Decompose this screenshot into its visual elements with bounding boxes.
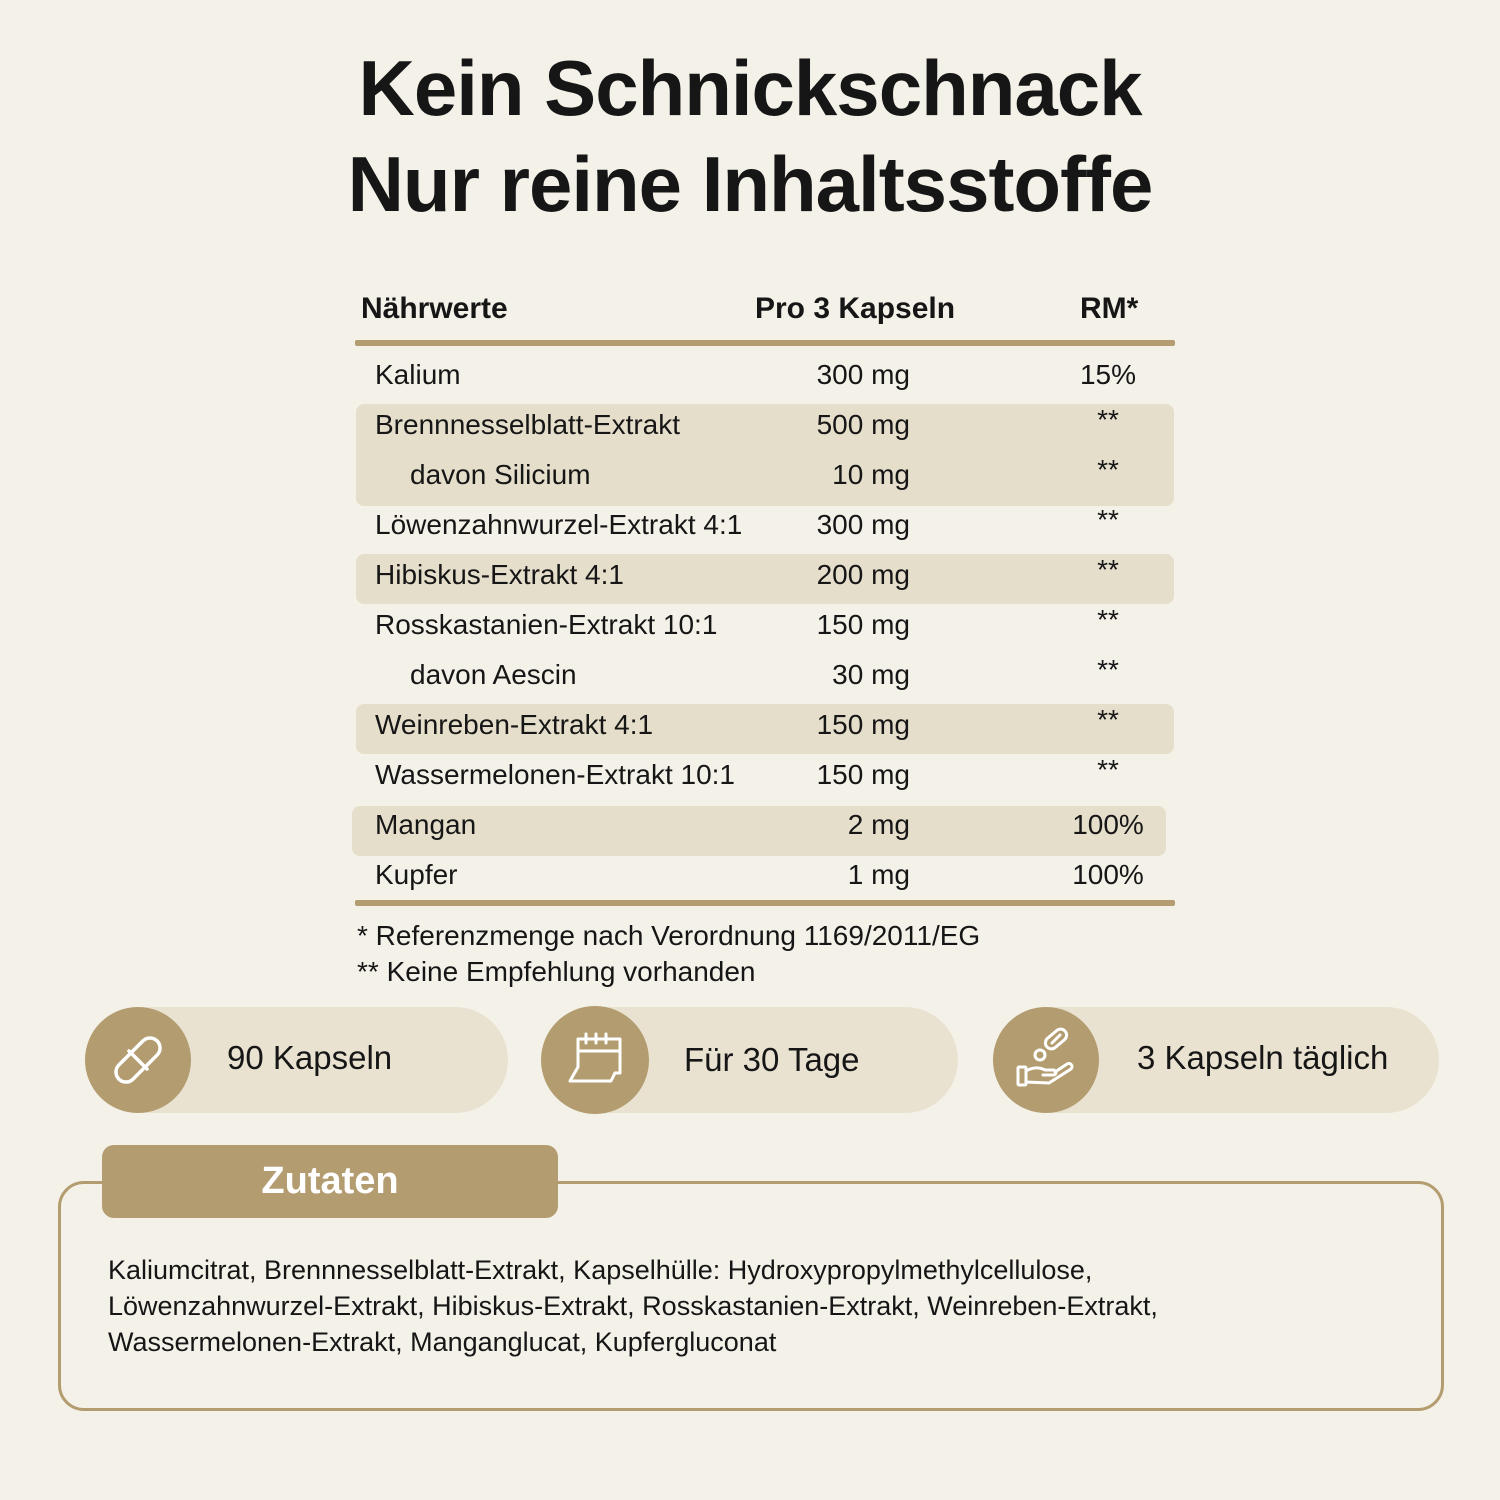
badge-capsule-count (85, 1007, 508, 1113)
row-name: davon Aescin (410, 659, 577, 690)
row-name: Hibiskus-Extrakt 4:1 (375, 559, 624, 590)
row-rm: 15% (1079, 359, 1137, 390)
row-name: Mangan (375, 809, 477, 840)
row-rm: ** (1097, 554, 1119, 585)
row-amount: 150 mg (816, 709, 910, 740)
badge-label: 90 Kapseln (227, 1039, 393, 1076)
badge-label: Für 30 Tage (684, 1041, 860, 1078)
footnote-reference: * Referenzmenge nach Verordnung 1169/2011/EG (357, 920, 981, 951)
badge-icon-circle (85, 1007, 191, 1113)
row-amount: 300 mg (816, 509, 910, 540)
row-rm: ** (1097, 754, 1119, 785)
row-amount: 150 mg (816, 759, 910, 790)
table-row (355, 850, 1175, 900)
badge-icon-circle (993, 1007, 1099, 1113)
table-row (355, 400, 1175, 450)
row-name: Rosskastanien-Extrakt 10:1 (375, 609, 718, 640)
row-name: Löwenzahnwurzel-Extrakt 4:1 (375, 509, 743, 540)
ingredients-line: Wassermelonen-Extrakt, Manganglucat, Kupfergluconat (108, 1327, 777, 1357)
table-row (355, 500, 1175, 550)
row-name: Kupfer (375, 859, 458, 890)
nutrition-table (355, 280, 1175, 906)
table-bottom-rule (355, 900, 1175, 906)
table-row (355, 750, 1175, 800)
row-rm: ** (1097, 504, 1119, 535)
badge-dosage (993, 1007, 1439, 1113)
row-amount: 500 mg (816, 409, 910, 440)
badge-duration (541, 1007, 958, 1113)
table-header (355, 280, 1175, 340)
page-title (0, 40, 1500, 232)
table-row (355, 650, 1175, 700)
hand-pill-icon (1013, 1027, 1079, 1093)
table-row (355, 700, 1175, 750)
row-rm: ** (1097, 604, 1119, 635)
title-line-1: Kein Schnickschnack (358, 44, 1142, 132)
row-amount: 2 mg (847, 809, 910, 840)
capsule-icon (108, 1030, 168, 1090)
row-rm: ** (1097, 454, 1119, 485)
header-name: Nährwerte (361, 292, 508, 325)
table-row (355, 450, 1175, 500)
title-line-2: Nur reine Inhaltsstoffe (347, 140, 1153, 228)
header-rm: RM* (1080, 292, 1139, 325)
row-rm: ** (1097, 404, 1119, 435)
row-name: Weinreben-Extrakt 4:1 (375, 709, 654, 740)
table-row (355, 600, 1175, 650)
calendar-icon (564, 1029, 626, 1091)
header-amount: Pro 3 Kapseln (755, 292, 956, 325)
row-rm: 100% (1072, 809, 1144, 840)
row-name: Wassermelonen-Extrakt 10:1 (375, 759, 735, 790)
row-amount: 30 mg (832, 659, 910, 690)
row-rm: ** (1097, 704, 1119, 735)
ingredients-text (108, 1252, 1408, 1360)
table-row (355, 350, 1175, 400)
row-name: Kalium (375, 359, 461, 390)
row-amount: 10 mg (832, 459, 910, 490)
ingredients-heading: Zutaten (102, 1145, 558, 1218)
row-name: davon Silicium (410, 459, 591, 490)
table-row (355, 550, 1175, 600)
badge-icon-circle (541, 1006, 649, 1114)
row-name: Brennnesselblatt-Extrakt (375, 409, 681, 440)
table-row (355, 800, 1175, 850)
footnotes (357, 918, 980, 990)
table-body (355, 346, 1175, 900)
row-rm: ** (1097, 654, 1119, 685)
row-amount: 150 mg (816, 609, 910, 640)
badge-label: 3 Kapseln täglich (1137, 1039, 1389, 1076)
ingredients-line: Löwenzahnwurzel-Extrakt, Hibiskus-Extrakt, Rosskastanien-Extrakt, Weinreben-Extrakt, (108, 1291, 1158, 1321)
ingredients-line: Kaliumcitrat, Brennnesselblatt-Extrakt, Kapselhülle: Hydroxypropylmethylcellulose, (108, 1255, 1093, 1285)
row-amount: 300 mg (816, 359, 910, 390)
row-amount: 200 mg (816, 559, 910, 590)
row-amount: 1 mg (847, 859, 910, 890)
footnote-no-recommendation: ** Keine Empfehlung vorhanden (357, 956, 756, 987)
row-rm: 100% (1072, 859, 1144, 890)
